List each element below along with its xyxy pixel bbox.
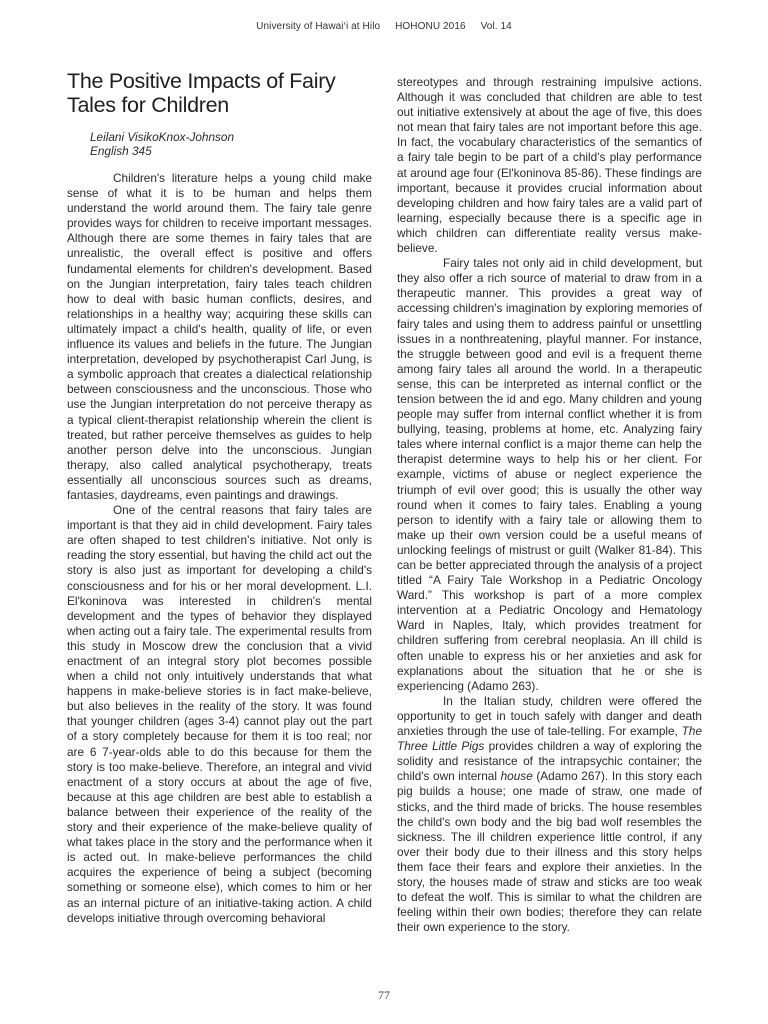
page-number: 77 <box>378 988 390 1002</box>
author-name: Leilani VisikoKnox-Johnson <box>90 130 235 144</box>
header-journal: HOHONU 2016 <box>395 21 466 32</box>
left-column <box>67 69 372 926</box>
article-title: The Positive Impacts of Fairy Tales for Children <box>67 69 336 117</box>
running-header <box>0 21 768 32</box>
course-name: English 345 <box>90 144 152 158</box>
text-run: In the Italian study, children were offered the opportunity to get in touch safely with danger and death anxieties through the use of tale-telling. For example, <box>397 693 702 739</box>
body-paragraph: Children's literature helps a young child make sense of what it is to be human and helps them understand the world around them. The fairy tale genre provides ways for children to receive important messages. Although there are some themes in fairy tales that are unrealistic, the overall effect is positive and offers fundamental elements for children's development. Based on the Jungian interpretation, fairy tales teach children how to deal with basic human conflicts, desires, and relationships in a healthy way; acquiring these skills can ultimately impact a child's health, quality of life, or even influence its values and beliefs in the future. The Jungian interpretation, developed by psychotherapist Carl Jung, is a symbolic approach that creates a dialectical relationship between consciousness and the unconscious. Those who use the Jungian interpretation do not perceive therapy as a typical client-therapist relationship wherein the client is treated, but rather perceive themselves as guides to help another person delve into the unconscious. Jungian therapy, also called analytical psychotherapy, treats essentially all unconscious sources such as dreams, fantasies, daydreams, even paintings and drawings. <box>67 171 372 502</box>
text-run: (Adamo 267). In this story each pig builds a house; one made of straw, one made of sticks, and the third made of bricks. The house resembles the child's own body and the big bad wolf resembles the sickness. The ill children experience little control, if any over their body due to their illness and this story helps them face their fears and explore their anxieties. In the story, the houses made of straw and sticks are too weak to defeat the wolf. This is similar to what the children are feeling within their own bodies; therefore they can relate their own experience to the story. <box>397 769 703 935</box>
body-paragraph-continued: stereotypes and through restraining impulsive actions. Although it was concluded that children are able to test out initiative extensively at about the age of five, this does not mean that fairy tales are not important before this age. In fact, the vocabulary characteristics of the semantics of a fairy tale begin to be part of a child's play performance at around age four (El'koninova 85-86). These findings are important, because it provides crucial information about developing children and how fairy tales are a valid part of learning, especially because there is a specific age in which children can differentiate reality versus make-believe. <box>397 75 702 256</box>
header-volume: Vol. 14 <box>480 21 512 32</box>
header-institution: University of Hawai‘i at Hilo <box>256 21 381 32</box>
body-paragraph: Fairy tales not only aid in child development, but they also offer a rich source of material to draw from in a therapeutic manner. This provides a great way of accessing children's imagination by exploring memories of fairy tales and using them to address painful or unsettling issues in a nonthreatening, playful manner. For instance, the struggle between good and evil is a frequent theme among fairy tales all around the world. In a therapeutic sense, this can be interpreted as internal conflict or the tension between the id and ego. Many children and young people may suffer from internal conflict whether it is from bullying, teasing, problems at home, etc. Analyzing fairy tales where internal conflict is a major theme can help the therapist determine ways to help his or her client. For example, victims of abuse or neglect experience the triumph of evil over good; this is usually the other way round when it comes to fairy tales. Enabling a young person to identify with a fairy tale or allowing them to make up their own version could be a useful means of unlocking feelings of mistrust or guilt (Walker 81-84). This can be better appreciated through the analysis of a project titled “A Fairy Tale Workshop in a Pediatric Oncology Ward.” This workshop is part of a more complex intervention at a Pediatric Oncology and Hematology Ward in Naples, Italy, which provides treatment for children suffering from cerebral neoplasia. An ill child is often unable to express his or her anxieties and ask for explanations about the situation that he or she is experiencing (Adamo 263). <box>397 256 702 693</box>
body-paragraph: One of the central reasons that fairy tales are important is that they aid in child development. Fairy tales are often shaped to test children's initiative. Not only is reading the story essential, but having the child act out the story is also just as important for developing a child's consciousness and for his or her moral development. L.I. El'koninova was interested in children's mental development and the types of behavior they displayed when acting out a fairy tale. The experimental results from this study in Moscow drew the conclusion that a vivid enactment of an integral story plot becomes possible when a child not only intuitively understands that what happens in make-believe stories is in fact make-believe, but also believes in the reality of the story. It was found that younger children (ages 3-4) cannot play out the part of a story completely because for them it is too real; nor are 6 7-year-olds able to do this because for them the story is too make-believe. Therefore, an integral and vivid enactment of a story occurs at about the age of five, because at this age children are best able to establish a balance between their experience of the reality of the story and their experience of the make-believe quality of what takes place in the story and the performance when it is acted out. In make-believe performances the child acquires the experience of being a subject (becoming something or someone else), which comes to him or her as an internal picture of an initiative-taking action. A child develops initiative through overcoming behavioral <box>67 503 372 925</box>
italic-term: house <box>500 769 533 784</box>
right-column <box>397 75 702 935</box>
text-run: provides children a way of exploring the solidity and resistance of the intrapsychic container; the child's own internal <box>397 739 702 784</box>
italic-title: The Three Little Pigs <box>397 724 702 754</box>
body-paragraph <box>397 694 702 936</box>
